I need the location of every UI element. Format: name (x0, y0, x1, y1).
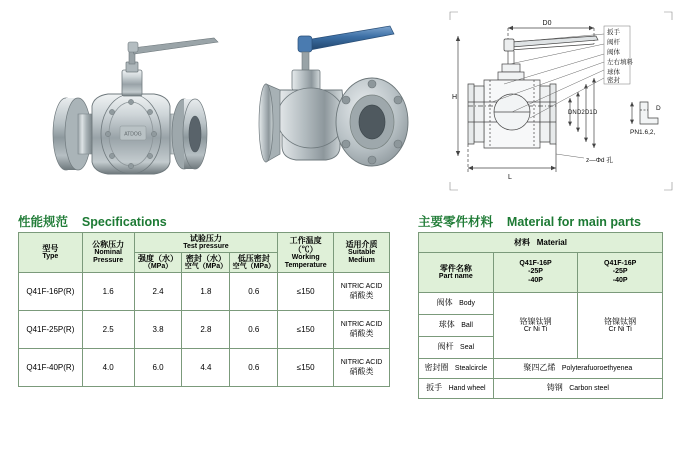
table-row (419, 379, 663, 399)
product-photo-area (0, 0, 440, 200)
material-header-row-2 (419, 253, 663, 293)
detail-d-label: D (656, 105, 661, 112)
svg-text:左右填料: 左右填料 (607, 59, 633, 66)
spec-header-strength: 强度（水） （MPa） (134, 253, 182, 273)
spec-cell-temp: ≤150 (278, 349, 334, 387)
spec-cell-type: Q41F-25P(R) (19, 311, 83, 349)
table-row (419, 359, 663, 379)
spec-cell-seal-water: 1.8 (182, 273, 230, 311)
dim-l-label: L (508, 174, 512, 181)
material-cell-seal-material: 聚四乙烯 Polyterafuoroethyenea (493, 359, 662, 379)
material-header-top: 材料 Material (419, 233, 663, 253)
spec-header-test-pressure: 试验压力 Test pressure (134, 233, 278, 253)
dim-d2-label: D2 (577, 110, 585, 116)
spec-cell-medium: NITRIC ACID 硝酸类 (334, 273, 390, 311)
material-cell-part: 扳手 Hand wheel (419, 379, 494, 399)
spec-cell-temp: ≤150 (278, 311, 334, 349)
drawing-callout-list (604, 26, 634, 84)
material-heading (418, 212, 641, 230)
table-row (419, 293, 663, 315)
svg-text:ATDOG: ATDOG (124, 131, 142, 138)
spec-cell-seal-air: 0.6 (230, 311, 278, 349)
material-cell-part: 密封圈 Stealcircle (419, 359, 494, 379)
valve-photo-left (42, 22, 232, 187)
table-row (19, 349, 390, 387)
spec-cell-nominal: 1.6 (82, 273, 134, 311)
spec-cell-medium: NITRIC ACID 硝酸类 (334, 311, 390, 349)
spec-cell-seal-air: 0.6 (230, 349, 278, 387)
spec-header-nominal-pressure: 公称压力 Nominal Pressure (82, 233, 134, 273)
spec-header-working-temp: 工作温度（℃） Working Temperature (278, 233, 334, 273)
spec-header-medium: 适用介质 Suitable Medium (334, 233, 390, 273)
spec-cell-nominal: 4.0 (82, 349, 134, 387)
material-cell-part: 球体 Ball (419, 315, 494, 337)
table-row (19, 273, 390, 311)
material-heading-cn: 主要零件材料 (418, 215, 494, 229)
material-header-part-name: 零件名称 Part name (419, 253, 494, 293)
material-header-col2: Q41F-16P -25P -40P (578, 253, 663, 293)
spec-cell-seal-water: 4.4 (182, 349, 230, 387)
svg-text:阀杆: 阀杆 (607, 39, 620, 46)
spec-cell-type: Q41F-40P(R) (19, 349, 83, 387)
pn-label: PN1.6,2, (630, 129, 656, 136)
spec-header-seal-air: 低压密封 空气（MPa） (230, 253, 278, 273)
svg-text:密封: 密封 (607, 77, 620, 84)
spec-header-type: 型号 Type (19, 233, 83, 273)
spec-cell-type: Q41F-16P(R) (19, 273, 83, 311)
valve-photo-right (248, 18, 423, 188)
material-table (418, 232, 663, 399)
spec-cell-seal-air: 0.6 (230, 273, 278, 311)
specifications-table (18, 232, 390, 387)
spec-cell-medium: NITRIC ACID 硝酸类 (334, 349, 390, 387)
material-heading-en: Material for main parts (506, 215, 641, 229)
specifications-heading (18, 212, 167, 230)
table-row (19, 311, 390, 349)
spec-header-row-1 (19, 233, 390, 253)
dim-d1-label: D1 (585, 110, 593, 116)
material-cell-col1-value: 铬镍钛钢 Cr Ni Ti (493, 293, 578, 359)
specifications-heading-en: Specifications (81, 215, 167, 229)
material-header-row-1 (419, 233, 663, 253)
spec-cell-temp: ≤150 (278, 273, 334, 311)
spec-cell-strength: 3.8 (134, 311, 182, 349)
material-cell-handle-material: 铸钢 Carbon steel (493, 379, 662, 399)
dim-h-label: H (452, 94, 458, 101)
material-header-col1: Q41F-16P -25P -40P (493, 253, 578, 293)
spec-header-seal-water: 密封（水） 空气（MPa） (182, 253, 230, 273)
svg-text:扳手: 扳手 (607, 29, 620, 36)
dim-d0-label: D0 (542, 20, 552, 27)
spec-cell-seal-water: 2.8 (182, 311, 230, 349)
dim-hole-label: z—Φd 孔 (586, 157, 613, 164)
spec-cell-strength: 2.4 (134, 273, 182, 311)
specifications-heading-cn: 性能规范 (18, 215, 69, 229)
spec-cell-strength: 6.0 (134, 349, 182, 387)
dim-d-label: D (593, 110, 598, 116)
svg-text:阀体: 阀体 (607, 49, 620, 56)
material-cell-col2-value: 铬镍钛钢 Cr Ni Ti (578, 293, 663, 359)
technical-drawing (444, 6, 678, 196)
material-cell-part: 阀体 Body (419, 293, 494, 315)
svg-text:球体: 球体 (607, 69, 620, 76)
material-cell-part: 阀杆 Seal (419, 337, 494, 359)
spec-cell-nominal: 2.5 (82, 311, 134, 349)
dim-dn-label: DN (568, 110, 577, 116)
